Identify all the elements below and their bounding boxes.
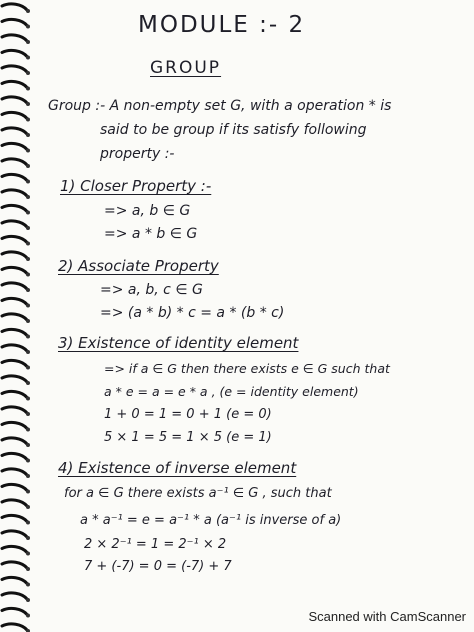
definition-line: Group :- A non-empty set G, with a operation * is [48, 98, 392, 114]
section-line: 1 + 0 = 1 = 0 + 1 (e = 0) [104, 407, 272, 422]
definition-line: said to be group if its satisfy following [100, 122, 367, 138]
section-line: a * a⁻¹ = e = a⁻¹ * a (a⁻¹ is inverse of a) [80, 513, 342, 528]
scanner-watermark: Scanned with CamScanner [308, 609, 466, 624]
section-line: => a * b ∈ G [104, 226, 198, 242]
definition-line: property :- [100, 146, 175, 162]
page-title: MODULE :- 2 [138, 12, 306, 38]
spiral-binding-icon [0, 0, 34, 632]
section-line: a * e = a = e * a , (e = identity element) [104, 384, 359, 399]
section-line: 7 + (-7) = 0 = (-7) + 7 [84, 559, 232, 574]
section-line: => a, b ∈ G [104, 203, 191, 219]
page-subtitle: GROUP [150, 58, 222, 78]
section-line: for a ∈ G there exists a⁻¹ ∈ G , such that [64, 486, 332, 501]
section-heading: 3) Existence of identity element [58, 334, 299, 352]
section-line: => (a * b) * c = a * (b * c) [100, 305, 285, 321]
section-heading: 1) Closer Property :- [60, 177, 212, 195]
section-line: => if a ∈ G then there exists e ∈ G such that [104, 361, 390, 376]
section-line: 5 × 1 = 5 = 1 × 5 (e = 1) [104, 430, 272, 445]
section-line: 2 × 2⁻¹ = 1 = 2⁻¹ × 2 [84, 537, 227, 552]
section-line: => a, b, c ∈ G [100, 282, 203, 298]
section-heading: 2) Associate Property [58, 257, 219, 275]
section-heading: 4) Existence of inverse element [58, 459, 297, 477]
